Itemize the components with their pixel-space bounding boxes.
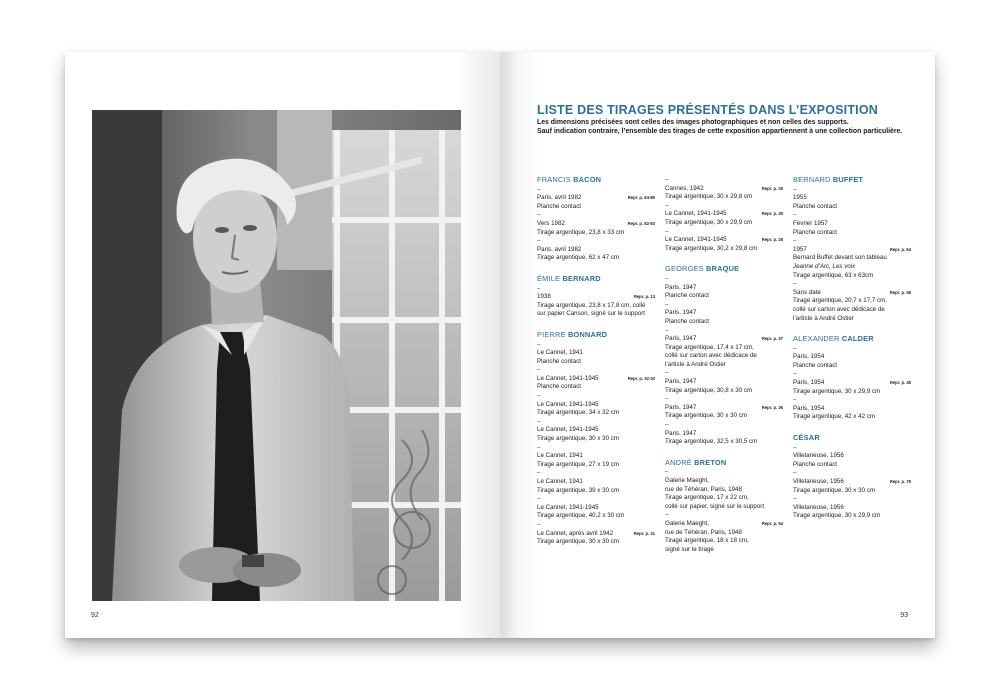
print-entry: – Paris, 1947 Planche contact (665, 300, 710, 325)
print-entry: – Cannes, 1942 Tirage argentique, 30 x 29,8 cm Repr. p. 29 (665, 176, 783, 201)
print-entry: – Le Cannet, 1941-1945 Tirage argentique, 34 x 32 cm (537, 392, 619, 417)
reproduction-ref: Repr. p. 82-83 (627, 220, 655, 226)
print-entry: – Février 1957 Planche contact (793, 211, 838, 236)
list-title: LISTE DES TIRAGES PRÉSENTÉS DANS L’EXPOSITION (537, 103, 879, 117)
print-entry: – 1957 Bernard Buffet devant son tableau Jeanne d’Arc, Les voix Tirage argentique, 63 x 63cm Repr. p. 64 (793, 237, 911, 279)
column-2 (665, 176, 783, 554)
print-entry: – Le Cannet, 1941-1945 Tirage argentique, 30,2 x 29,8 cm Repr. p. 28 (665, 227, 783, 252)
print-entry: – Paris, avril 1982 Planche contact Repr. p. 84-85 (537, 185, 655, 210)
book-spread (65, 52, 935, 638)
reproduction-ref: Repr. p. 13 (633, 294, 655, 300)
print-entry: – Paris, 1954 Planche contact (793, 344, 838, 369)
print-entry: – Le Cannet, 1941 Tirage argentique, 27 x 19 cm (537, 443, 619, 468)
intro-text (537, 118, 917, 136)
print-entry: – Le Cannet, 1941-1945 Tirage argentique, 40,2 x 30 cm (537, 495, 625, 520)
reproduction-ref: Repr. p. 84-85 (627, 195, 655, 201)
column-3 (793, 176, 911, 521)
page-number-left: 92 (91, 612, 99, 619)
reproduction-ref: Repr. p. 29 (761, 185, 783, 191)
artist-heading-bacon: FRANCIS BACON (537, 175, 602, 184)
print-entry: – Paris, 1947 Planche contact (665, 274, 710, 300)
print-entry: – Le Cannet, après avril 1942 Tirage argentique, 30 x 30 cm Repr. p. 31 (537, 520, 655, 546)
print-entry: – Villetaneuse, 1956 Tirage argentique, 30 x 29,9 cm (793, 495, 881, 520)
reproduction-ref: Repr. p. 54 (761, 520, 783, 526)
artist-heading-calder: ALEXANDER CALDER (793, 334, 874, 344)
portrait-photograph (92, 110, 461, 601)
print-entry: – Paris, 1954 Tirage argentique, 42 x 42 cm (793, 396, 875, 421)
reproduction-ref: Repr. p. 45 (889, 380, 911, 386)
artist-heading-bernard: ÉMILE BERNARD (537, 273, 601, 283)
reproduction-ref: Repr. p. 36 (761, 404, 783, 410)
print-entry: – Galerie Maeght, rue de Téhéran, Paris, 1948 Tirage argentique, 17 x 22 cm, collé sur papier, signé sur le support (665, 468, 765, 510)
reproduction-ref: Repr. p. 30 (761, 211, 783, 217)
left-page (65, 52, 500, 638)
column-1 (537, 176, 655, 547)
print-entry: – Galerie Maeght, rue de Téhéran, Paris, 1948 Tirage argentique, 18 x 18 cm, signé sur le tirage Repr. p. 54 (665, 511, 783, 553)
reproduction-ref: Repr. p. 64 (889, 246, 911, 252)
artist-heading-breton: ANDRÉ BRETON (665, 457, 727, 467)
artist-heading-cesar: CÉSAR (793, 433, 820, 443)
print-entry: – Paris, avril 1982 Tirage argentique, 62 x 47 cm (537, 237, 619, 262)
print-entry: – Vers 1982 Tirage argentique, 23,8 x 33 cm Repr. p. 82-83 (537, 211, 655, 236)
right-page (500, 52, 935, 638)
intro-line: Les dimensions précisées sont celles des images photographiques et non celles des supports. (537, 119, 849, 126)
print-entry: – Villetaneuse, 1956 Planche contact (793, 443, 844, 468)
reproduction-ref: Repr. p. 79 (889, 479, 911, 484)
artist-heading-braque: GEORGES BRAQUE (665, 264, 740, 274)
print-entry: – Le Cannet, 1941-1945 Tirage argentique, 30 x 29,9 cm Repr. p. 30 (665, 201, 783, 226)
reproduction-ref: Repr. p. 65 (889, 289, 911, 295)
artist-heading-buffet: BERNARD BUFFET (793, 175, 864, 184)
reproduction-ref: Repr. p. 28 (761, 237, 783, 243)
print-entry: – 1938 Tirage argentique, 23,8 x 17,8 cm, collé sur papier Canson, signé sur le support Repr. p. 13 (537, 284, 655, 318)
reproduction-ref: Repr. p. 37 (761, 336, 783, 342)
print-entry: – Paris, 1947 Tirage argentique, 30,8 x 30 cm (665, 369, 753, 394)
print-entry: – Le Cannet, 1941-1945 Planche contact Repr. p. 32-33 (537, 366, 655, 391)
print-entry: – Paris, 1947 Tirage argentique, 17,4 x 17 cm, collé sur carton avec dédicace de l’artiste à André Ostier Repr. p. 37 (665, 326, 783, 368)
print-entry: – Paris, 1954 Tirage argentique, 30 x 29,9 cm Repr. p. 45 (793, 370, 911, 395)
intro-line: Sauf indication contraire, l’ensemble des tirages de cette exposition appartiennent à une collection particulière. (537, 128, 903, 135)
artist-heading-bonnard: PIERRE BONNARD (537, 329, 608, 339)
page-number-right: 93 (900, 612, 908, 619)
print-entry: – Le Cannet, 1941-1945 Tirage argentique, 30 x 30 cm (537, 417, 619, 443)
print-entry: – 1955 Planche contact (793, 185, 838, 210)
print-entry: – Sans date Tirage argentique, 20,7 x 17,7 cm, collé sur carton avec dédicace de l’artiste à André Ostier Repr. p. 65 (793, 280, 911, 322)
reproduction-ref: Repr. p. 32-33 (627, 375, 655, 381)
reproduction-ref: Repr. p. 31 (633, 530, 655, 536)
print-entry: – Le Cannet, 1941 Planche contact (537, 340, 583, 365)
print-entry: – Paris, 1947 Tirage argentique, 32,5 x 30,5 cm (665, 421, 758, 446)
print-entry: – Villetaneuse, 1956 Tirage argentique, 30 x 30 cm Repr. p. 79 (793, 469, 911, 494)
print-entry: – Paris, 1947 Tirage argentique, 30 x 30 cm Repr. p. 36 (665, 395, 783, 420)
print-entry: – Le Cannet, 1941 Tirage argentique, 39 x 30 cm (537, 469, 619, 494)
